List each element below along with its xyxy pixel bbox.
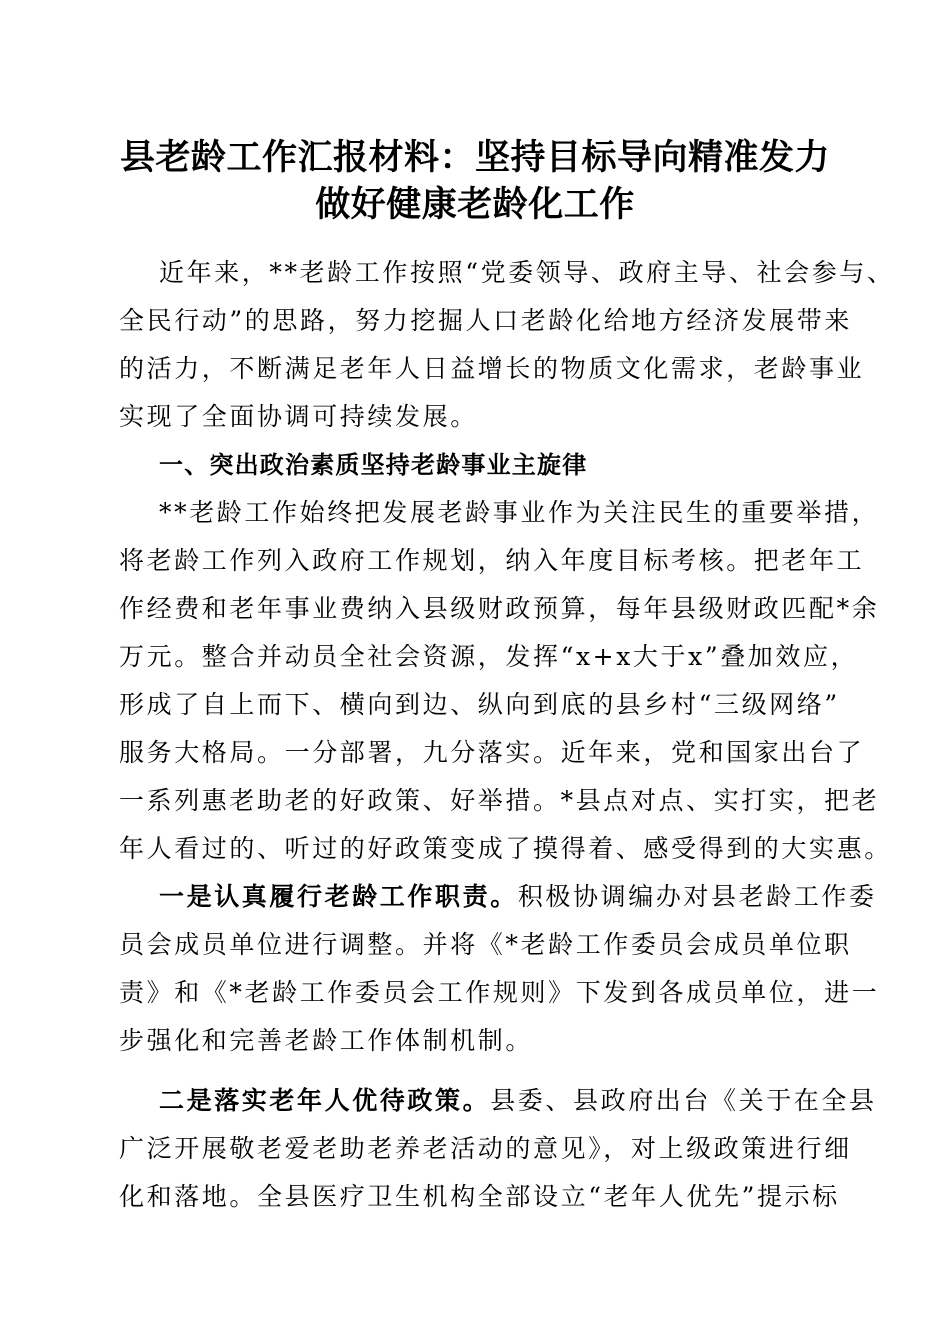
section-1-line: **老龄工作始终把发展老龄事业作为关注民生的重要举措， bbox=[159, 498, 880, 527]
document-body bbox=[119, 249, 895, 1221]
intro-line: 近年来，**老龄工作按照“党委领导、政府主导、社会参与、 bbox=[159, 258, 895, 287]
section-1-line: 服务大格局。一分部署，九分落实。近年来，党和国家出台了 bbox=[119, 738, 865, 767]
intro-line: 的活力，不断满足老年人日益增长的物质文化需求，老龄事业 bbox=[119, 354, 865, 383]
section-1-line: 一系列惠老助老的好政策、好举措。*县点对点、实打实，把老 bbox=[119, 786, 880, 815]
item-1-line: 责》和《*老龄工作委员会工作规则》下发到各成员单位，进一 bbox=[119, 978, 880, 1007]
item-2-line: 广泛开展敬老爱老助老养老活动的意见》，对上级政策进行细 bbox=[119, 1134, 852, 1163]
section-1-line: 年人看过的、听过的好政策变成了摸得着、感受得到的大实惠。 bbox=[119, 834, 892, 863]
item-2-lead: 二是落实老年人优待政策。 bbox=[159, 1086, 491, 1115]
section-1-line: 将老龄工作列入政府工作规划，纳入年度目标考核。把老年工 bbox=[119, 546, 865, 575]
document-title-line-1: 县老龄工作汇报材料：坚持目标导向精准发力 bbox=[119, 137, 830, 178]
item-2-first-line bbox=[119, 1077, 877, 1125]
item-2-text: 县委、县政府出台《关于在全县 bbox=[490, 1086, 877, 1115]
intro-line: 全民行动”的思路，努力挖掘人口老龄化给地方经济发展带来 bbox=[119, 306, 852, 335]
intro-line: 实现了全面协调可持续发展。 bbox=[119, 402, 478, 431]
document-title-line-2: 做好健康老龄化工作 bbox=[315, 184, 635, 225]
item-1-line: 步强化和完善老龄工作体制机制。 bbox=[119, 1026, 534, 1055]
section-1-line: 万元。整合并动员全社会资源，发挥“x+x大于x”叠加效应， bbox=[119, 642, 859, 671]
paragraph-gap bbox=[119, 1065, 831, 1077]
section-1-heading: 一、突出政治素质坚持老龄事业主旋律 bbox=[159, 451, 588, 479]
section-1-line: 形成了自上而下、横向到边、纵向到底的县乡村“三级网络” bbox=[119, 690, 840, 719]
item-1-lead: 一是认真履行老龄工作职责。 bbox=[159, 882, 518, 911]
item-1-text: 积极协调编办对县老龄工作委 bbox=[517, 882, 877, 911]
item-1-first-line bbox=[119, 873, 877, 921]
item-1-line: 员会成员单位进行调整。并将《*老龄工作委员会成员单位职 bbox=[119, 930, 852, 959]
item-2-line: 化和落地。全县医疗卫生机构全部设立“老年人优先”提示标 bbox=[119, 1182, 840, 1211]
section-1-line: 作经费和老年事业费纳入县级财政预算，每年县级财政匹配*余 bbox=[119, 594, 880, 623]
